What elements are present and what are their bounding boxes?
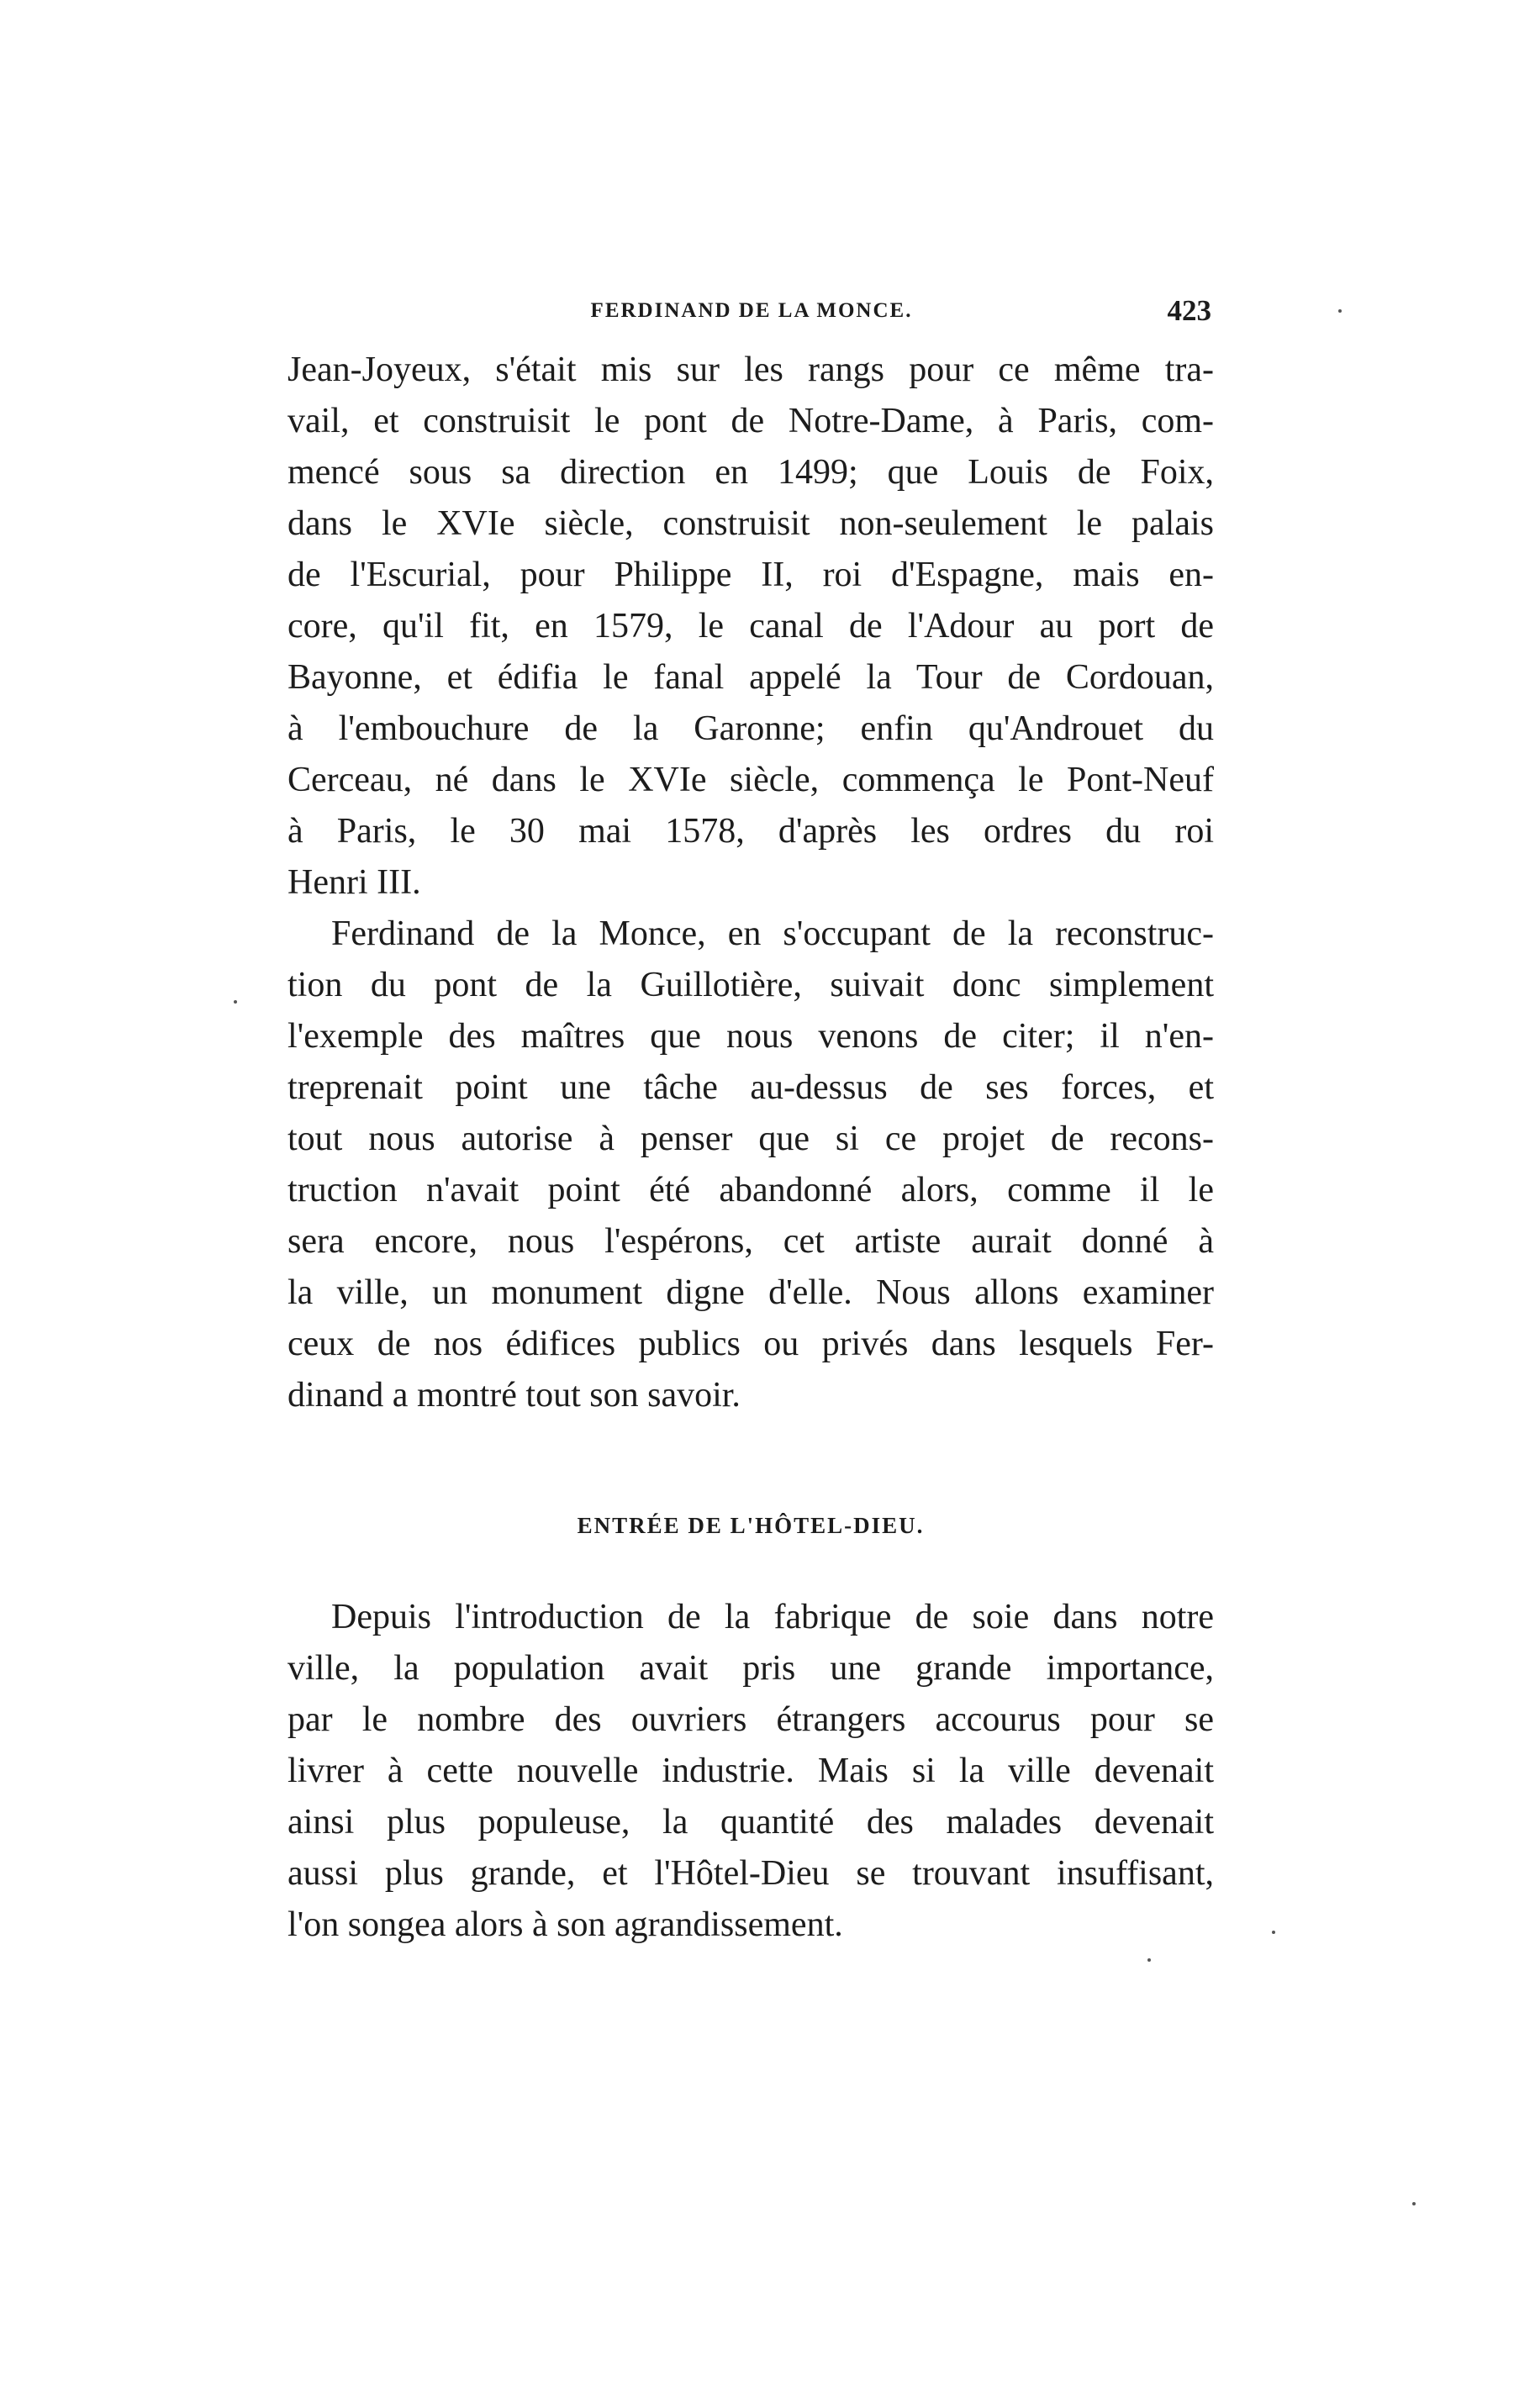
section-heading: ENTRÉE DE L'HÔTEL-DIEU. bbox=[577, 1513, 925, 1538]
running-title: FERDINAND DE LA MONCE. bbox=[590, 299, 913, 322]
text-line: ainsi plus populeuse, la quantité des malades devenait bbox=[287, 1803, 1214, 1842]
text-line: dans le XVIe siècle, construisit non-seulement le palais bbox=[287, 504, 1214, 543]
text-line: la ville, un monument digne d'elle. Nous allons examiner bbox=[287, 1273, 1214, 1312]
text-line: à l'embouchure de la Garonne; enfin qu'Androuet du bbox=[287, 709, 1214, 748]
text-line: truction n'avait point été abandonné alors, comme il le bbox=[287, 1171, 1214, 1209]
scan-speck bbox=[1147, 1958, 1151, 1962]
text-line: ville, la population avait pris une grande importance, bbox=[287, 1649, 1214, 1688]
scan-speck bbox=[234, 1000, 237, 1004]
text-line: vail, et construisit le pont de Notre-Dame, à Paris, com- bbox=[287, 402, 1214, 440]
text-line: l'on songea alors à son agrandissement. bbox=[287, 1905, 843, 1944]
text-line: Depuis l'introduction de la fabrique de soie dans notre bbox=[331, 1598, 1214, 1636]
text-line: Jean-Joyeux, s'était mis sur les rangs pour ce même tra- bbox=[287, 350, 1214, 389]
text-line: core, qu'il fit, en 1579, le canal de l'Adour au port de bbox=[287, 607, 1214, 645]
text-line: sera encore, nous l'espérons, cet artiste aurait donné à bbox=[287, 1222, 1214, 1261]
text-line: livrer à cette nouvelle industrie. Mais si la ville devenait bbox=[287, 1752, 1214, 1790]
text-line: Cerceau, né dans le XVIe siècle, commença le Pont-Neuf bbox=[287, 761, 1214, 799]
page-number: 423 bbox=[1167, 294, 1211, 327]
text-line: par le nombre des ouvriers étrangers accourus pour se bbox=[287, 1700, 1214, 1739]
paragraph-continuation bbox=[287, 345, 1214, 909]
text-line: tout nous autorise à penser que si ce projet de recons- bbox=[287, 1120, 1214, 1158]
text-line: de l'Escurial, pour Philippe II, roi d'Espagne, mais en- bbox=[287, 556, 1214, 594]
text-line: l'exemple des maîtres que nous venons de citer; il n'en- bbox=[287, 1017, 1214, 1056]
paragraph-ferdinand bbox=[287, 909, 1214, 1421]
text-line: Ferdinand de la Monce, en s'occupant de la reconstruc- bbox=[331, 914, 1214, 953]
text-line: tion du pont de la Guillotière, suivait donc simplement bbox=[287, 966, 1214, 1004]
text-line: treprenait point une tâche au-dessus de ses forces, et bbox=[287, 1068, 1214, 1107]
text-line: Bayonne, et édifia le fanal appelé la Tour de Cordouan, bbox=[287, 658, 1214, 697]
scan-speck bbox=[1338, 309, 1342, 313]
text-line: à Paris, le 30 mai 1578, d'après les ordres du roi bbox=[287, 812, 1214, 851]
text-line: Henri III. bbox=[287, 863, 421, 902]
scan-speck bbox=[1412, 2202, 1416, 2205]
paragraph-hotel-dieu bbox=[287, 1592, 1214, 1951]
text-line: ceux de nos édifices publics ou privés dans lesquels Fer- bbox=[287, 1325, 1214, 1363]
text-line: aussi plus grande, et l'Hôtel-Dieu se trouvant insuffisant, bbox=[287, 1854, 1214, 1893]
scan-speck bbox=[1272, 1931, 1275, 1934]
running-head bbox=[290, 294, 1213, 338]
text-line: mencé sous sa direction en 1499; que Louis de Foix, bbox=[287, 453, 1214, 492]
text-line: dinand a montré tout son savoir. bbox=[287, 1376, 741, 1415]
